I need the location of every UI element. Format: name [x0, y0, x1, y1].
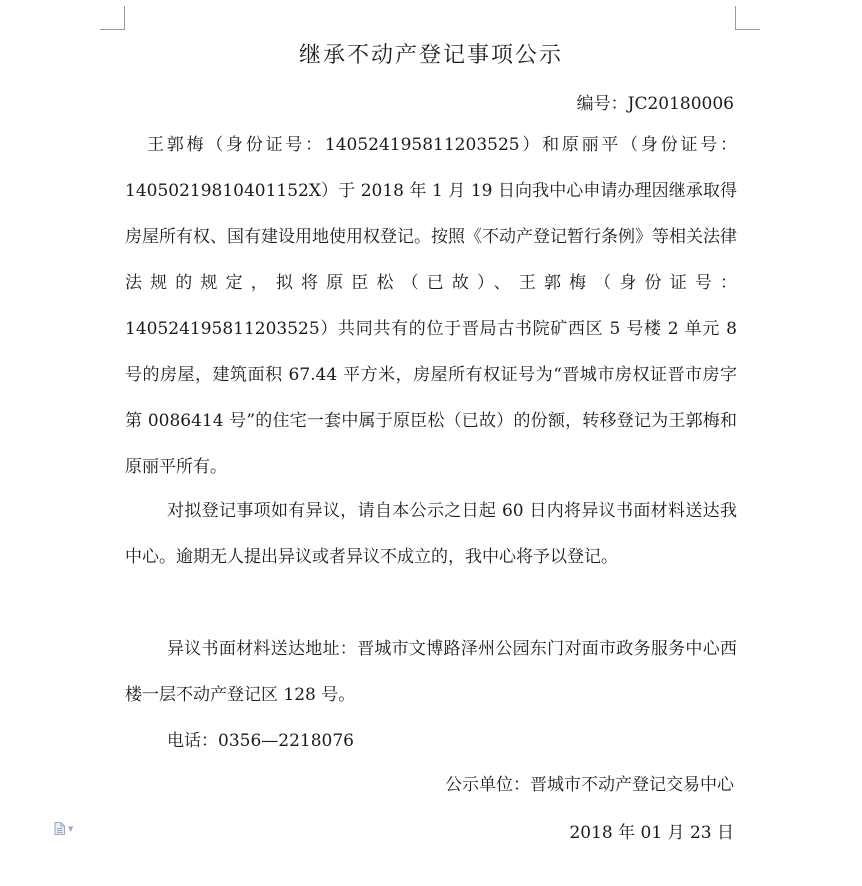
publish-date: 2018 年 01 月 23 日 — [569, 823, 734, 843]
crop-mark-top-right-vertical — [735, 6, 736, 30]
document-title: 继承不动产登记事项公示 — [298, 43, 563, 68]
crop-mark-top-left-horizontal — [100, 29, 125, 30]
serial-number: 编号：JC20180006 — [576, 94, 734, 114]
contact-phone: 电话：0356—2218076 — [167, 731, 354, 751]
document-options-icon[interactable] — [54, 822, 73, 835]
publisher-unit: 公示单位：晋城市不动产登记交易中心 — [445, 775, 734, 795]
paragraph-application: 王郭梅（身份证号：140524195811203525）和原丽平（身份证号：1405021981040115​2X）于 2018 年 1 月 19 日向我中心申请办理因继承取得房屋所有权、国有建设用地使用权登记。按照《不动产登记暂行条例》等相关法律法规的规定，拟将原臣松（已故）、王郭梅（身份证号：140524195811203525）共同共有的位于晋局古书院矿西区 5 号楼 2 单元 8 号的房屋，建筑面积 67.44 平方米，房屋所有权证号为“晋城市房权证晋市房字第 0086414 号”的住宅一套中属于原臣松（已故）的份额，转移登记为王郭梅和原丽平所有。 — [125, 135, 737, 477]
paragraph-objection-notice: 对拟登记事项如有异议，请自本公示之日起 60 日内将异议书面材料送达我中心。逾期无人提出异议或者异议不成立的，我中心将予以登记。 — [125, 501, 737, 567]
crop-mark-top-left-vertical — [124, 6, 125, 30]
crop-mark-top-right-horizontal — [735, 29, 760, 30]
page-icon — [54, 822, 65, 835]
chevron-down-icon: ▼ — [68, 824, 74, 833]
paragraph-objection-address: 异议书面材料送达地址：晋城市文博路泽州公园东门对面市政务服务中心西楼一层不动产登记区 128 号。 — [125, 639, 737, 705]
